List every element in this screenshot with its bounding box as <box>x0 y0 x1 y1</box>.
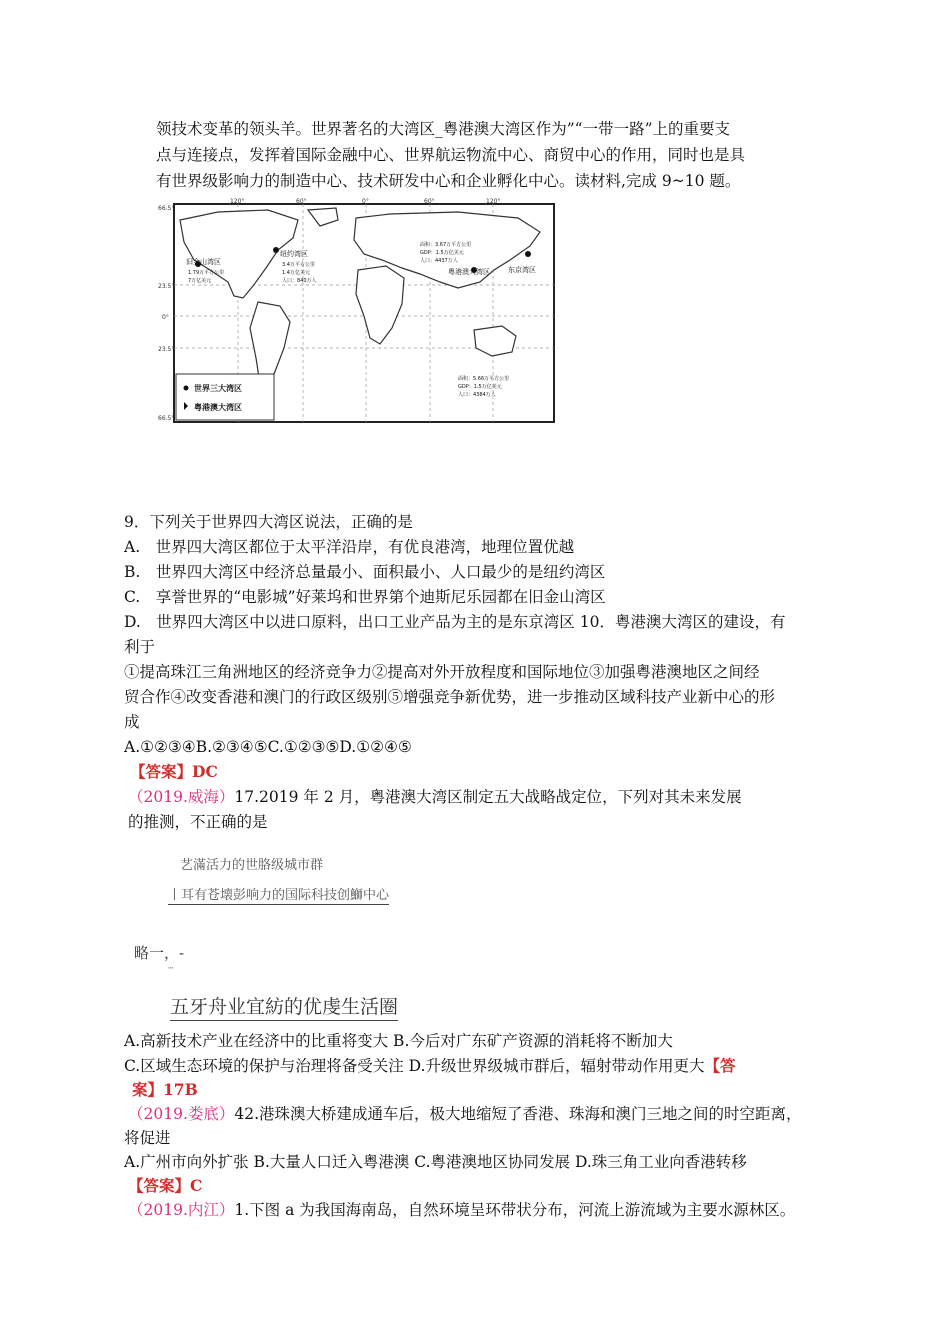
q42-stem: 42.港珠澳大桥建成通车后，极大地缩短了香港、珠海和澳门三地之间的时空距离， <box>234 1105 802 1123</box>
q17-options-cd: C.区域生态环境的保护与治理将备受关注 D.升级世界级城市群后，辐射带动作用更大 <box>124 1057 705 1075</box>
lat-label: 66.5° <box>158 415 175 422</box>
q42-source: （2019.娄底） <box>128 1105 235 1123</box>
world-bay-map <box>158 198 558 428</box>
tokyo-bay-label: 东京湾区 <box>508 266 536 274</box>
intro-line-3: 有世界级影响力的制造中心、技术研发中心和企业孵化中心。读材料,完成 9~10 题。 <box>156 172 741 190</box>
q17-stem: 17.2019 年 2 月，粤港澳大湾区制定五大战略战定位，下列对其未来发展 <box>234 788 742 806</box>
q17-options-cd-line <box>124 1055 735 1077</box>
gba-stat: 面积：5.66万平方公里 <box>458 376 510 382</box>
sf-stat: 1.79万平方公里 <box>188 270 225 276</box>
lat-label: 0° <box>162 314 169 321</box>
q17-stem-2: 的推测，不正确的是 <box>128 813 268 831</box>
ny-stat: 人口：840万人 <box>282 278 317 284</box>
lon-label: 60° <box>296 198 307 205</box>
lat-label: 23.5° <box>158 283 175 290</box>
ny-stat: 1.4万亿美元 <box>282 270 310 276</box>
lon-label: 0° <box>362 198 369 205</box>
sf-bay-label: 旧金山湾区 <box>186 258 221 266</box>
lon-label: 120° <box>230 198 245 205</box>
tokyo-stat: GDP：1.5万亿美元 <box>420 250 464 256</box>
q17-options-ab: A.高新技术产业在经济中的比重将变大 B.今后对广东矿产资源的消耗将不断加大 <box>124 1032 673 1050</box>
q9-stem: 9．下列关于世界四大湾区说法，正确的是 <box>124 513 413 531</box>
answer-17-head: 【答 <box>704 1056 736 1075</box>
q9-option-d: D. 世界四大湾区中以进口原料，出口工业产品为主的是东京湾区 10．粤港澳大湾区的建设，有 <box>124 613 786 631</box>
world-map-graphic <box>158 198 558 428</box>
q10-choices: A.①②③④B.②③④⑤C.①②③⑤D.①②④⑤ <box>124 738 412 756</box>
q10-stem-cont: 利于 <box>124 638 156 656</box>
q9-option-a: A. 世界四大湾区都位于太平洋沿岸，有优良港湾，地理位置优越 <box>124 538 575 556</box>
q10-option-line-2: 贸合作④改变香港和澳门的行政区级别⑤增强竞争新优势，进一步推动区域科技产业新中心的形 <box>124 688 776 706</box>
ny-bay-dot <box>273 247 279 253</box>
q42-line-1 <box>128 1103 802 1125</box>
legend-item-gba: 粤港澳大湾区 <box>194 403 242 412</box>
q42-options: A.广州市向外扩张 B.大量人口迁入粤港澳 C.粤港澳地区协同发展 D.珠三角工业向香港转移 <box>124 1153 747 1171</box>
legend-item-three-bays: 世界三大湾区 <box>194 384 242 393</box>
intro-line-2: 点与连接点，发挥着国际金融中心、世界航运物流中心、商贸中心的作用，同时也是具 <box>156 146 746 164</box>
figure-line-5: 五牙舟业宜紡的优虔生活圈 <box>170 992 398 1021</box>
lon-label: 60° <box>424 198 435 205</box>
sf-stat: 7万亿美元 <box>188 278 212 284</box>
tokyo-stat: 人口：4437万人 <box>420 258 458 264</box>
q42-stem-2: 将促进 <box>124 1129 171 1147</box>
tokyo-bay-dot <box>525 251 531 257</box>
figure-line-1: 艺滿活力的世胳级城市群 <box>180 858 324 873</box>
figure-line-2: 丨耳有苍壊彭响力的国际科技创鰤中心 <box>168 884 389 905</box>
q17-line-1 <box>128 786 742 808</box>
tokyo-stat: 面积：3.67万平方公里 <box>420 242 472 248</box>
gba-stat: 人口：4384万人 <box>458 392 496 398</box>
answer-17-tail: 案】17B <box>132 1080 198 1099</box>
lat-label: 23.5° <box>158 346 175 353</box>
ny-stat: 3.4万平方公里 <box>282 262 315 268</box>
lon-label: 120° <box>486 198 501 205</box>
gba-stat: GDP：1.5万亿美元 <box>458 384 502 390</box>
q10-option-line-1: ①提高珠江三角洲地区的经济竞争力②提高对外开放程度和国际地位③加强粤港澳地区之间经 <box>124 663 760 681</box>
figure-line-3: 略一，- <box>134 944 185 962</box>
ny-bay-label: 纽约湾区 <box>280 250 308 258</box>
q1-stem: 1.下图 a 为我国海南岛，自然环境呈环带状分布，河流上游流域为主要水源林区。 <box>234 1201 796 1219</box>
intro-line-1: 领技术变革的领头羊。世界著名的大湾区_粤港澳大湾区作为”“一带一路”上的重要支 <box>156 120 731 138</box>
gba-label: 粤港澳大湾区 <box>448 268 490 276</box>
figure-line-4: ┄ <box>168 964 174 974</box>
q17-source: （2019.威海） <box>128 788 235 806</box>
q10-option-line-3: 成 <box>124 713 140 731</box>
q9-option-c: C. 享誉世界的“电影城”好莱坞和世界第个迪斯尼乐园都在旧金山湾区 <box>124 588 606 606</box>
answer-42: 【答案】C <box>128 1176 203 1195</box>
answer-9-10: 【答案】DC <box>130 762 218 781</box>
q1-source: （2019.内江） <box>128 1201 235 1219</box>
q1-line <box>128 1199 795 1221</box>
lat-label: 66.5° <box>158 205 175 212</box>
q9-option-b: B. 世界四大湾区中经济总量最小、面积最小、人口最少的是纽约湾区 <box>124 563 606 581</box>
